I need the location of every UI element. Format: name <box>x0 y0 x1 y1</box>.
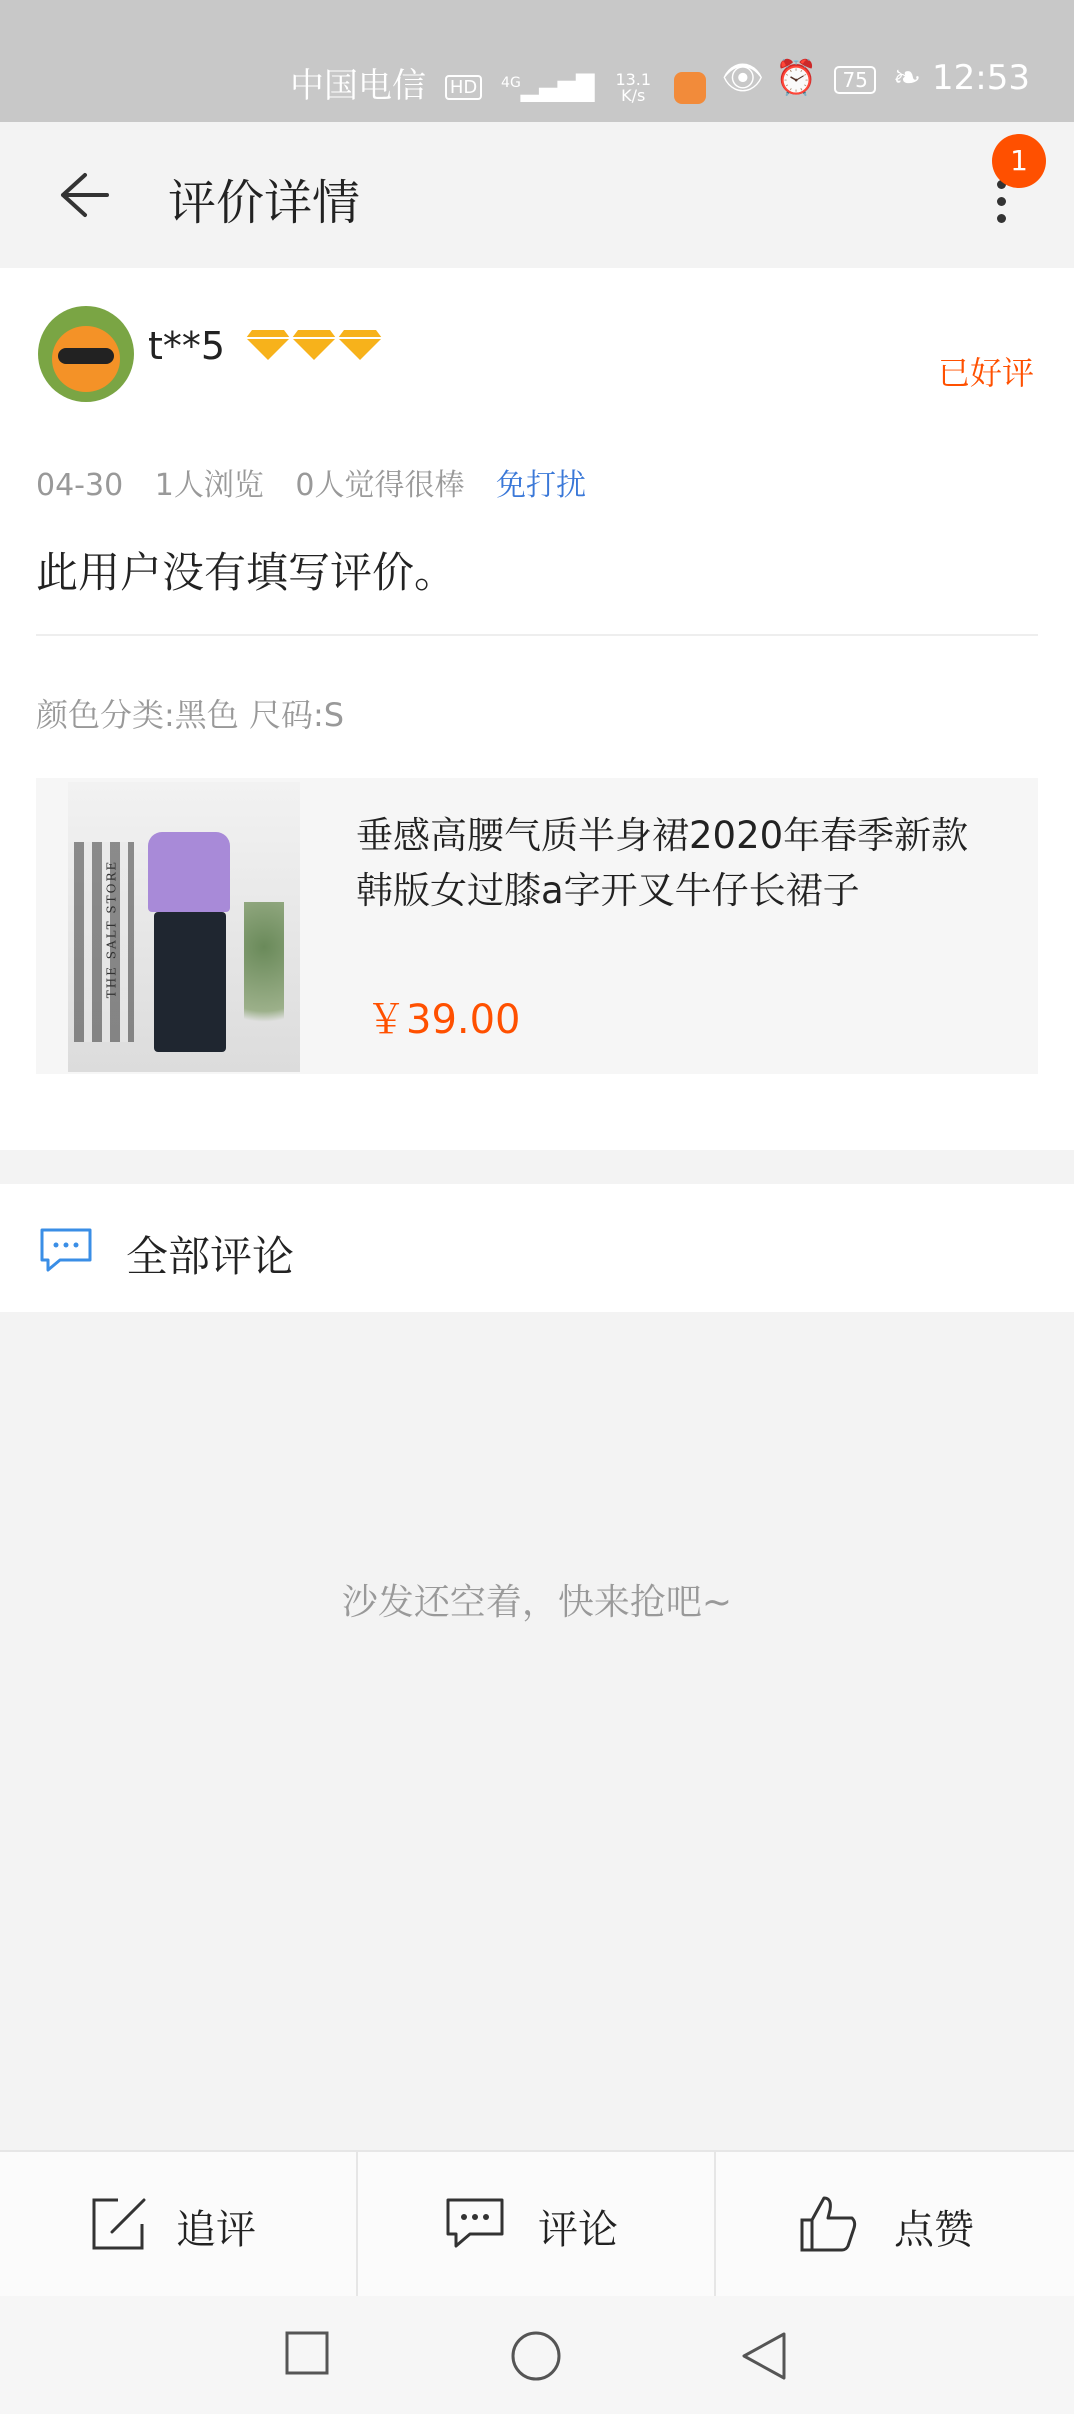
product-image-brand: THE SALT STORE <box>104 859 119 999</box>
review-date: 04-30 <box>36 468 124 503</box>
signal-icon: $^{4G}$▂▄▆█ <box>501 73 595 102</box>
notification-badge: 1 <box>992 134 1046 188</box>
reviewer-level <box>246 326 384 368</box>
no-disturb-link[interactable]: 免打扰 <box>496 468 587 503</box>
review-meta <box>36 460 608 504</box>
product-image[interactable] <box>68 782 300 1072</box>
product-title-line2: 韩版女过膝a字开叉牛仔长裙子 <box>356 869 860 912</box>
comment-label: 评论 <box>538 2207 618 2253</box>
clock-time: 12:53 <box>932 58 1030 98</box>
divider <box>36 634 1038 636</box>
status-bar <box>0 0 1074 122</box>
comments-section-header <box>0 1184 1074 1312</box>
page-title: 评价详情 <box>168 175 361 231</box>
bottom-action-bar <box>0 2150 1074 2298</box>
thumbs-up-icon <box>796 2192 860 2254</box>
back-nav-icon[interactable] <box>740 2330 788 2382</box>
follow-up-review-button[interactable] <box>0 2152 356 2298</box>
reviewer-name: t**5 <box>148 324 226 368</box>
review-status-badge: 已好评 <box>937 354 1034 392</box>
product-title <box>356 808 1056 918</box>
status-left <box>290 58 706 107</box>
hd-icon: HD <box>445 75 482 100</box>
like-label: 点赞 <box>894 2207 974 2253</box>
comment-button[interactable] <box>358 2152 714 2298</box>
comment-icon <box>444 2192 506 2254</box>
follow-up-label: 追评 <box>176 2207 256 2253</box>
back-arrow-icon[interactable] <box>55 167 111 223</box>
alarm-icon: ⏰ <box>775 58 818 98</box>
comments-title: 全部评论 <box>126 1232 295 1281</box>
sku-info: 颜色分类:黑色 尺码:S <box>36 696 345 734</box>
battery-icon: 75 <box>834 66 875 94</box>
like-button[interactable] <box>716 2152 1072 2298</box>
view-count: 1人浏览 <box>154 468 264 503</box>
carrier-label: 中国电信 <box>290 66 426 106</box>
diamond-icon <box>338 326 382 360</box>
recent-apps-icon[interactable] <box>284 2330 330 2376</box>
empty-comments-text: 沙发还空着，快来抢吧~ <box>341 1582 733 1623</box>
home-icon[interactable] <box>510 2330 562 2382</box>
comment-bubble-icon <box>38 1226 94 1272</box>
system-nav-bar <box>0 2296 1074 2414</box>
leaf-icon: ❧ <box>892 58 922 98</box>
diamond-icon <box>292 326 336 360</box>
avatar[interactable] <box>38 306 134 402</box>
status-right <box>721 58 1030 98</box>
network-speed: 13.1 K/s <box>615 69 652 105</box>
product-card[interactable] <box>36 778 1038 1074</box>
product-price: ￥39.00 <box>366 997 521 1043</box>
product-title-line1: 垂感高腰气质半身裙2020年春季新款 <box>356 814 969 857</box>
diamond-icon <box>246 326 290 360</box>
review-content: 此用户没有填写评价。 <box>36 548 457 597</box>
top-nav <box>0 122 1074 268</box>
like-count: 0人觉得很棒 <box>295 468 465 503</box>
app-notification-icon <box>674 72 706 104</box>
edit-icon <box>88 2192 150 2254</box>
eye-icon: 👁 <box>721 58 765 98</box>
review-card <box>0 268 1074 1150</box>
